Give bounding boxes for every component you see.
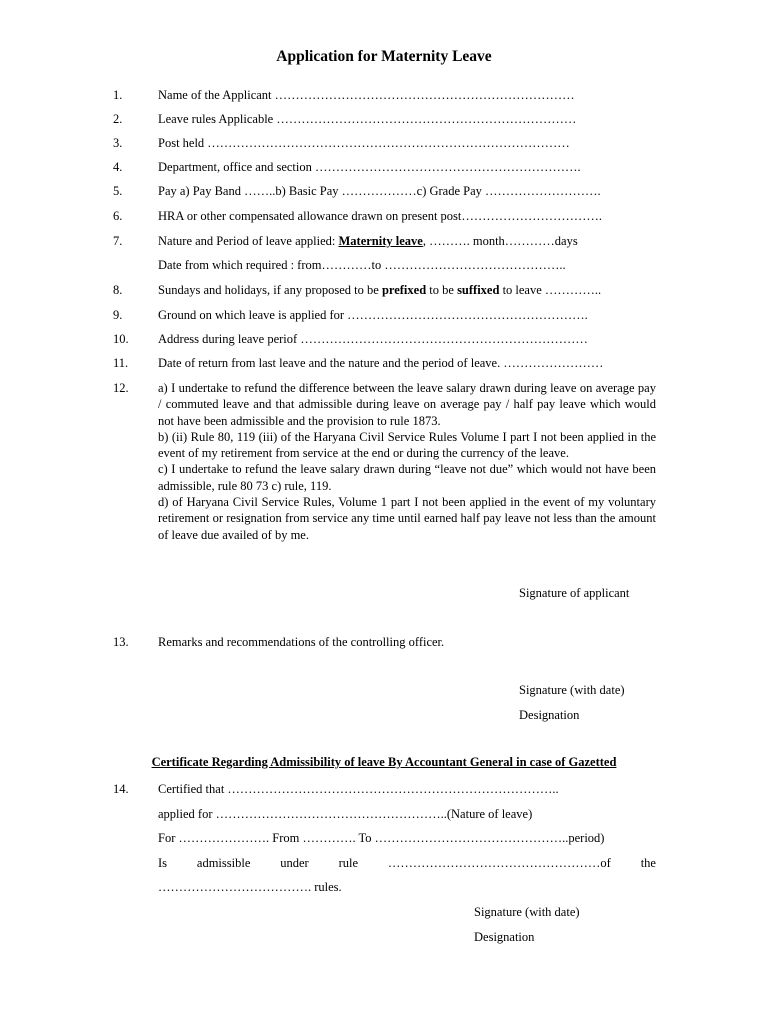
suffixed-label: suffixed bbox=[457, 283, 500, 297]
prefixed-label: prefixed bbox=[381, 283, 427, 297]
post-held-field[interactable]: Post held …………………………………………………………………………… bbox=[158, 136, 570, 150]
word: admissible bbox=[196, 856, 251, 870]
holidays-field[interactable] bbox=[158, 282, 601, 298]
item-number: 3. bbox=[113, 136, 123, 150]
applied-for-field[interactable]: applied for ………………………………………………..(Nature of leave) bbox=[158, 807, 533, 821]
admissible-rule-field[interactable] bbox=[158, 855, 656, 871]
word: rule bbox=[338, 856, 359, 870]
hra-field[interactable]: HRA or other compensated allowance drawn on present post……………………………. bbox=[158, 209, 603, 223]
item-number: 9. bbox=[113, 308, 123, 322]
pay-field[interactable]: Pay a) Pay Band ……..b) Basic Pay ………………c) Grade Pay ………………………. bbox=[158, 184, 601, 198]
undertaking-paragraph bbox=[158, 380, 656, 543]
maternity-leave-label: Maternity leave bbox=[338, 234, 423, 248]
ag-designation: Designation bbox=[474, 930, 535, 944]
item-number: 11. bbox=[113, 356, 129, 370]
undertaking-clause: a) I undertake to refund the difference between the leave salary drawn during leave on average pay / commuted leave and that admissible during leave on average pay / half pay leave which would not have been admissible and the provision to rule 1873. bbox=[158, 381, 656, 428]
officer-signature: Signature (with date) bbox=[519, 683, 625, 697]
return-date-field[interactable]: Date of return from last leave and the nature and the period of leave. …………………… bbox=[158, 356, 604, 370]
form-title: Application for Maternity Leave bbox=[276, 48, 492, 65]
leave-period-blanks: , ………. month…………days bbox=[422, 234, 578, 248]
applicant-signature: Signature of applicant bbox=[519, 586, 630, 600]
applicant-name-field[interactable]: Name of the Applicant ……………………………………………………………… bbox=[158, 88, 575, 102]
item-number: 4. bbox=[113, 160, 123, 174]
item-number: 13. bbox=[113, 635, 129, 649]
leave-dates-field[interactable]: Date from which required : from…………to …………………………………….. bbox=[158, 258, 566, 272]
word: Is bbox=[158, 856, 168, 870]
item-number: 8. bbox=[113, 283, 123, 297]
remarks-label: Remarks and recommendations of the controlling officer. bbox=[158, 635, 445, 649]
undertaking-clause: c) I undertake to refund the leave salary drawn during “leave not due” which would not have been admissible, rule 80 73 c) rule, 119. bbox=[158, 462, 656, 493]
undertaking-clause: d) of Haryana Civil Service Rules, Volume 1 part I not been applied in the event of my voluntary retirement or resignation from service any time until earned half pay leave not less than the amount of leave due availed of by me. bbox=[158, 495, 656, 542]
leave-nature-label: Nature and Period of leave applied: bbox=[158, 234, 339, 248]
leave-rules-field[interactable]: Leave rules Applicable ……………………………………………………………… bbox=[158, 112, 577, 126]
certificate-heading: Certificate Regarding Admissibility of leave By Accountant General in case of Gazetted bbox=[151, 755, 617, 769]
holidays-label-mid: to be bbox=[426, 283, 458, 297]
item-number: 12. bbox=[113, 381, 129, 395]
word: under bbox=[280, 856, 309, 870]
officer-designation: Designation bbox=[519, 708, 580, 722]
item-number: 14. bbox=[113, 782, 129, 796]
ag-signature: Signature (with date) bbox=[474, 905, 580, 919]
item-number: 10. bbox=[113, 332, 129, 346]
item-number: 1. bbox=[113, 88, 123, 102]
leave-ground-field[interactable]: Ground on which leave is applied for …………………………………………………. bbox=[158, 308, 588, 322]
certified-that-field[interactable]: Certified that …………………………………………………………………….. bbox=[158, 782, 559, 796]
holidays-label: Sundays and holidays, if any proposed to be bbox=[158, 283, 382, 297]
item-number: 7. bbox=[113, 234, 123, 248]
leave-nature-field[interactable] bbox=[158, 233, 578, 249]
leave-address-field[interactable]: Address during leave periof …………………………………………………………… bbox=[158, 332, 588, 346]
undertaking-clause: b) (ii) Rule 80, 119 (iii) of the Haryana Civil Service Rules Volume I part I not been applied in the event of my retirement from service at the end or during the currency of the leave. bbox=[158, 429, 656, 461]
item-number: 5. bbox=[113, 184, 123, 198]
item-number: 6. bbox=[113, 209, 123, 223]
word: the bbox=[640, 856, 656, 870]
holidays-blank: to leave ………….. bbox=[499, 283, 602, 297]
period-field[interactable]: For …………………. From …………. To ………………………………………..period) bbox=[158, 831, 605, 845]
item-number: 2. bbox=[113, 112, 123, 126]
word: ……………………………………………of bbox=[387, 856, 611, 870]
department-field[interactable]: Department, office and section ………………………………………………………. bbox=[158, 160, 581, 174]
rules-field[interactable]: ………………………………. rules. bbox=[158, 880, 342, 894]
